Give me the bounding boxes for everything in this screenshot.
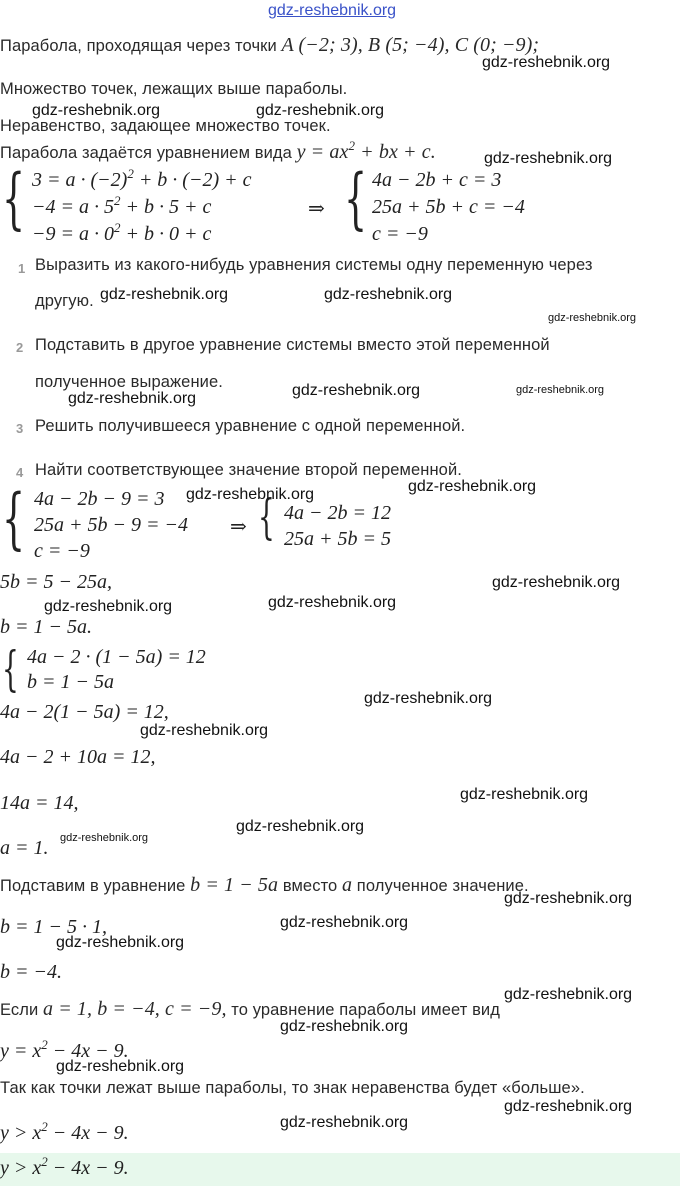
watermark: gdz-reshebnik.org <box>268 594 397 611</box>
inequality-description: Неравенство, задающее множество точек. <box>0 117 331 135</box>
left-brace-icon: { <box>2 641 19 697</box>
result-line: Если a = 1, b = −4, c = −9, то уравнение параболы имеет вид <box>0 998 500 1020</box>
system1-left-eq-3: $-9 = a \cdot 0^2 + b \cdot 0 + c$ <box>32 220 212 245</box>
watermark: gdz-reshebnik.org <box>364 690 493 707</box>
left-brace-icon: { <box>2 160 26 237</box>
solve-line-1: 5b = 5 − 25a, <box>0 571 112 593</box>
watermark: gdz-reshebnik.org <box>548 312 637 324</box>
watermark: gdz-reshebnik.org <box>504 890 633 907</box>
solve-line-2: b = 1 − 5a. <box>0 616 92 638</box>
watermark-top: gdz-reshebnik.org <box>268 2 397 19</box>
solve-line-5: 14a = 14, <box>0 792 79 814</box>
system2-right-eq-1: 4a − 2b = 12 <box>284 502 391 524</box>
watermark: gdz-reshebnik.org <box>280 914 409 931</box>
answer-inequality: $y > x^2 - 4x - 9$. <box>0 1154 129 1179</box>
final-inequality: $y > x^2 - 4x - 9$. <box>0 1119 129 1144</box>
system3-eq-2: b = 1 − 5a <box>27 671 114 693</box>
step-2-text-cont: полученное выражение. <box>35 373 223 391</box>
system2-right-eq-2: 25a + 5b = 5 <box>284 528 391 550</box>
system1-right-eq-3: c = −9 <box>372 223 428 245</box>
right-brace-icon: { <box>344 160 368 237</box>
step-number: 3 <box>16 421 24 436</box>
step-1-text-cont: другую. <box>35 292 94 310</box>
step-1-text: Выразить из какого-нибудь уравнения системы одну переменную через <box>35 256 593 274</box>
watermark: gdz-reshebnik.org <box>186 486 315 503</box>
watermark: gdz-reshebnik.org <box>256 102 385 119</box>
watermark: gdz-reshebnik.org <box>460 786 589 803</box>
watermark: gdz-reshebnik.org <box>32 102 161 119</box>
parabola-equation: $y = x^2 - 4x - 9$. <box>0 1037 129 1062</box>
watermark: gdz-reshebnik.org <box>236 818 365 835</box>
implies-arrow-icon: ⇒ <box>230 516 247 538</box>
system1-left-eq-2: $-4 = a \cdot 5^2 + b \cdot 5 + c$ <box>32 193 212 218</box>
result-values: a = 1, b = −4, c = −9, <box>43 998 227 1020</box>
watermark: gdz-reshebnik.org <box>44 598 173 615</box>
watermark: gdz-reshebnik.org <box>280 1114 409 1131</box>
step-3-text: Решить получившееся уравнение с одной переменной. <box>35 417 466 435</box>
substitution-formula: b = 1 − 5a <box>190 874 279 896</box>
watermark: gdz-reshebnik.org <box>292 382 421 399</box>
condition-points: A (−2; 3), B (5; −4), C (0; −9); <box>281 34 540 56</box>
step-number: 1 <box>18 261 26 276</box>
system1-right-eq-2: 25a + 5b + c = −4 <box>372 196 525 218</box>
right-brace-icon: { <box>258 489 275 545</box>
solve-line-4: 4a − 2 + 10a = 12, <box>0 746 156 768</box>
solve-line-3: 4a − 2(1 − 5a) = 12, <box>0 701 169 723</box>
watermark: gdz-reshebnik.org <box>68 390 197 407</box>
system3-eq-1: 4a − 2 · (1 − 5a) = 12 <box>27 646 206 668</box>
watermark: gdz-reshebnik.org <box>60 832 149 844</box>
watermark: gdz-reshebnik.org <box>324 286 453 303</box>
solve-line-7: b = 1 − 5 · 1, <box>0 916 107 938</box>
step-number: 2 <box>16 340 24 355</box>
watermark: gdz-reshebnik.org <box>492 574 621 591</box>
condition-text: Парабола, проходящая через точки <box>0 37 277 55</box>
set-description: Множество точек, лежащих выше параболы. <box>0 80 348 98</box>
system2-left-eq-2: 25a + 5b − 9 = −4 <box>34 514 188 536</box>
system1-right-eq-1: 4a − 2b + c = 3 <box>372 169 502 191</box>
system-of-equations-3 <box>0 641 680 697</box>
system1-left-eq-1: $3 = a \cdot (-2)^2 + b \cdot (-2) + c$ <box>32 166 252 191</box>
implies-arrow-icon: ⇒ <box>308 198 325 220</box>
step-number: 4 <box>16 465 24 480</box>
solve-line-6: a = 1. <box>0 837 49 859</box>
watermark: gdz-reshebnik.org <box>516 384 605 396</box>
watermark: gdz-reshebnik.org <box>100 286 229 303</box>
condition-line <box>0 34 539 57</box>
system2-left-eq-3: c = −9 <box>34 540 90 562</box>
watermark: gdz-reshebnik.org <box>56 1058 185 1075</box>
watermark: gdz-reshebnik.org <box>280 1018 409 1035</box>
watermark: gdz-reshebnik.org <box>504 986 633 1003</box>
watermark: gdz-reshebnik.org <box>56 934 185 951</box>
substitution-line: Подставим в уравнение b = 1 − 5a вместо a полученное значение. <box>0 874 529 896</box>
parabola-intro-text: Парабола задаётся уравнением вида <box>0 144 292 162</box>
watermark: gdz-reshebnik.org <box>484 150 613 167</box>
conclusion-text: Так как точки лежат выше параболы, то знак неравенства будет «больше». <box>0 1079 585 1097</box>
system-of-equations-2 <box>0 480 680 566</box>
left-brace-icon: { <box>2 480 26 557</box>
watermark: gdz-reshebnik.org <box>504 1098 633 1115</box>
step-4-text: Найти соответствующее значение второй переменной. <box>35 461 462 479</box>
substitution-variable: a <box>342 874 353 896</box>
watermark: gdz-reshebnik.org <box>408 478 537 495</box>
system-of-equations-1 <box>0 160 680 246</box>
parabola-general-formula: $y = ax^2$ + bx + c. <box>296 138 436 163</box>
watermark: gdz-reshebnik.org <box>482 54 611 71</box>
parabola-intro <box>0 138 436 164</box>
system2-left-eq-1: 4a − 2b − 9 = 3 <box>34 488 165 510</box>
solve-line-8: b = −4. <box>0 961 62 983</box>
watermark: gdz-reshebnik.org <box>140 722 269 739</box>
step-2-text: Подставить в другое уравнение системы вместо этой переменной <box>35 336 550 354</box>
